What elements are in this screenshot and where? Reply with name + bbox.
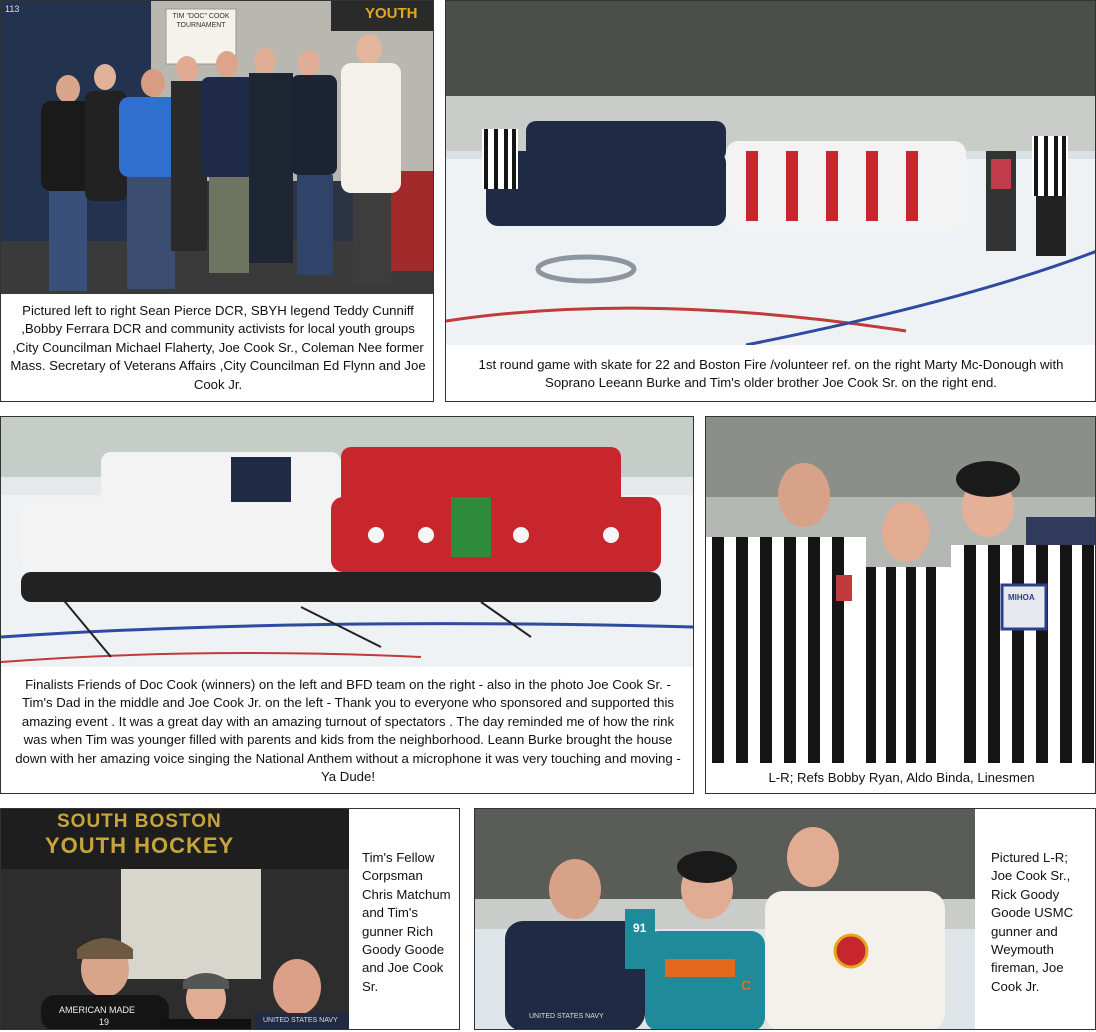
patch-text: MIHOA [1008,593,1035,602]
gunner-photo [475,809,975,1030]
team-photo-finalists [1,417,694,667]
photo-panel-1 [0,0,434,402]
caption-panel-5: Tim's Fellow Corpsman Chris Matchum and Tim's gunner Rich Goody Goode and Joe Cook Sr. [362,850,451,994]
navy-text: UNITED STATES NAVY [263,1017,338,1024]
photo-panel-5 [0,808,460,1030]
jersey-number: 91 [633,921,647,935]
banner-line-2: YOUTH HOCKEY [45,833,235,858]
caption-panel-3: Finalists Friends of Doc Cook (winners) on the left and BFD team on the right - also in the photo Joe Cook Sr. - Tim's Dad in the middle and Joe Cook Jr. on the left - Thank you to everyone who sponsored and supported this amazing event . It was a great day with an amazing turnout of spectators . The day reminded me of how the rink was when Tim was younger filled with parents and kids from the neighborhood. Leann Burke brought the house down with her amazing voice singing the National Anthem without a microphone it was very touching and moving - Ya Dude! [15,676,681,784]
navy-text: UNITED STATES NAVY [529,1013,604,1020]
corpsman-photo [1,809,349,1030]
team-photo-first-round [446,1,1096,345]
caption-panel-4: L-R; Refs Bobby Ryan, Aldo Binda, Linesmen [768,769,1035,785]
caption-panel-6: Pictured L-R; Joe Cook Sr., Rick Goody Goode USMC gunner and Weymouth fireman, Joe Cook Jr. [991,850,1074,994]
banner-line-1: SOUTH BOSTON [57,811,222,832]
caption-panel-1: Pictured left to right Sean Pierce DCR, SBYH legend Teddy Cunniff ,Bobby Ferrara DCR and community activists for local youth groups ,City Councilman Michael Flaherty, Joe Cook Sr., Coleman Nee former Mass. Secretary of Veterans Affairs ,City Councilman Ed Flynn and Joe Cook Jr. [10,302,426,392]
referees-photo [706,417,1096,763]
shirt-text: AMERICAN MADE [59,1005,136,1015]
photo-panel-6 [474,808,1096,1030]
photo-panel-3 [0,416,694,794]
jersey-letter: C [741,977,752,993]
sign-tournament-text: TIM "DOC" COOK TOURNAMENT [172,13,230,29]
shirt-number: 19 [99,1017,110,1027]
sign-number: 113 [5,4,20,14]
caption-panel-2: 1st round game with skate for 22 and Boston Fire /volunteer ref. on the right Marty Mc-Donough with Soprano Leeann Burke and Tim's older brother Joe Cook Sr. on the right end. [478,356,1064,390]
group-photo-community-leaders [1,1,434,294]
photo-panel-4 [705,416,1096,794]
sign-youth-text: YOUTH [365,5,418,22]
photo-panel-2 [445,0,1096,402]
